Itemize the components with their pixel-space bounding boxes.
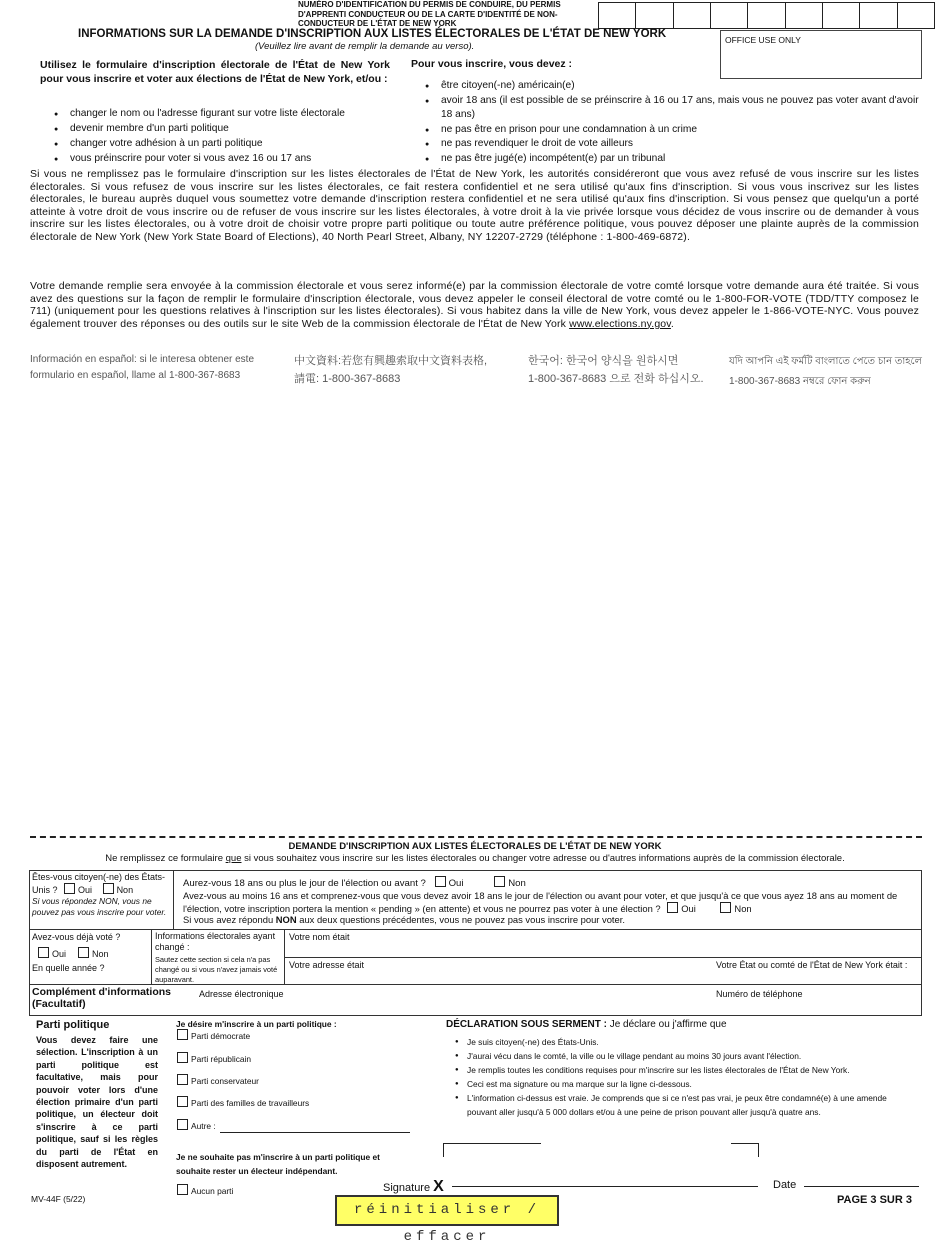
signature-label: Signature X xyxy=(383,1178,444,1195)
party-checkbox[interactable] xyxy=(177,1119,188,1130)
party-label: Parti démocrate xyxy=(191,1031,251,1041)
sig-bracket-left xyxy=(443,1143,541,1157)
oui-label: Oui xyxy=(78,885,93,895)
age-16-question xyxy=(183,890,915,915)
phone-label: Numéro de téléphone xyxy=(716,989,803,999)
oath-item: ● Je remplis toutes les conditions requises pour m'inscrire sur les listes électorales de l'État de New York. xyxy=(455,1065,850,1075)
county-was-label: Votre État ou comté de l'État de New York était : xyxy=(716,960,908,970)
oui-label: Oui xyxy=(448,878,464,889)
complement-label: Complément d'informations (Facultatif) xyxy=(32,986,172,1010)
chinese-line-1: 中文資料:若您有興趣索取中文資料表格, xyxy=(294,355,488,367)
party-label: Parti conservateur xyxy=(191,1076,259,1086)
other-party-field[interactable] xyxy=(220,1132,410,1133)
non-label: Non xyxy=(508,878,526,889)
no-answer-note xyxy=(183,914,913,925)
page-number: PAGE 3 SUR 3 xyxy=(837,1194,912,1206)
permit-digit-box[interactable] xyxy=(859,2,897,29)
list-item: ● changer le nom ou l'adresse figurant sur votre liste électorale xyxy=(52,106,402,121)
citizen-q-text: Êtes-vous citoyen(-ne) des États-Unis ? xyxy=(32,872,166,895)
form-sub-b: si vous souhaitez vous inscrire sur les listes électorales ou changer votre adresse ou d'autres informations auprès de la commission électorale. xyxy=(241,853,845,864)
party-option[interactable] xyxy=(177,1052,309,1074)
elections-website-link[interactable]: www.elections.ny.gov xyxy=(569,317,671,330)
list-item: ● avoir 18 ans (il est possible de se préinscrire à 16 ou 17 ans, mais vous ne pouvez pas voter avant d'avoir 18 ans) xyxy=(424,94,924,123)
party-option[interactable] xyxy=(177,1029,309,1052)
non-label: Non xyxy=(734,903,752,914)
no-note-non: NON xyxy=(275,914,297,925)
oath-intro: Je déclare ou j'affirme que xyxy=(609,1019,727,1030)
citizen-oui-checkbox[interactable] xyxy=(64,883,75,894)
permit-digit-box[interactable] xyxy=(897,2,935,29)
non-label: Non xyxy=(116,885,134,895)
form-subtitle xyxy=(0,853,950,864)
party-option[interactable] xyxy=(177,1119,309,1131)
voted-before xyxy=(32,932,150,974)
citizen-note: Si vous répondez NON, vous ne pouvez pas vous inscrire pour voter. xyxy=(32,896,167,917)
no-note-b: aux deux questions précédentes, vous ne pouvez pas vous inscrire pour voter. xyxy=(296,914,625,925)
no-note-a: Si vous avez répondu xyxy=(183,914,276,925)
page-title: INFORMATIONS SUR LA DEMANDE D'INSCRIPTION AUX LISTES ÉLECTORALES DE L'ÉTAT DE NEW YORK xyxy=(78,28,667,40)
email-field[interactable] xyxy=(300,986,705,1014)
non-label: Non xyxy=(92,949,109,959)
citizen-question xyxy=(32,872,172,917)
party-option[interactable] xyxy=(177,1096,309,1119)
permit-digit-box[interactable] xyxy=(710,2,748,29)
age-oui-checkbox[interactable] xyxy=(435,876,446,887)
oath-heading xyxy=(446,1019,727,1030)
party-label: Autre : xyxy=(191,1121,216,1131)
list-item: ● devenir membre d'un parti politique xyxy=(52,121,402,136)
form-sub-a: Ne remplissez ce formulaire xyxy=(105,853,226,864)
reset-button[interactable]: réinitialiser / effacer xyxy=(335,1195,559,1226)
voted-before-label: Avez-vous déjà voté ? xyxy=(32,932,121,942)
list-item: ● être citoyen(-ne) américain(e) xyxy=(424,79,924,94)
list-item: ● ne pas être jugé(e) incompétent(e) par un tribunal xyxy=(424,152,924,167)
party-checkbox[interactable] xyxy=(177,1029,188,1040)
form-title: DEMANDE D'INSCRIPTION AUX LISTES ÉLECTORALES DE L'ÉTAT DE NEW YORK xyxy=(288,841,662,852)
no-party-checkbox[interactable] xyxy=(177,1184,188,1195)
permit-digit-box[interactable] xyxy=(785,2,823,29)
korean-line-2: 1-800-367-8683 으로 전화 하십시오. xyxy=(528,373,704,385)
address-was-field[interactable] xyxy=(380,958,710,984)
age-16-text: Avez-vous au moins 16 ans et comprenez-vous que vous devez avoir 18 ans le jour de l'élection ou avant pour voter, et que jusqu'à ce que vous ayez 18 ans au moment de l'élection, votre inscription portera la mention « pending » (en attente) et vous ne pourrez pas voter à une élection ? xyxy=(183,890,898,914)
signature-x: X xyxy=(433,1178,444,1195)
spanish-info: Información en español: si le interesa obtener este formulario en español, llame al 1-800-367-8683 xyxy=(30,354,255,381)
info-changed-note: Sautez cette section si cela n'a pas changé ou si vous n'avez jamais voté auparavant. xyxy=(155,955,278,984)
no-party-text: Je ne souhaite pas m'inscrire à un parti politique et souhaite rester un électeur indépendant. xyxy=(176,1152,380,1176)
office-use-box xyxy=(720,30,922,79)
page-subtitle: (Veuillez lire avant de remplir la demande au verso). xyxy=(255,41,475,52)
address-was-label: Votre adresse était xyxy=(289,960,365,970)
age16-non-checkbox[interactable] xyxy=(720,902,731,913)
date-label: Date xyxy=(773,1179,797,1191)
permit-id-boxes[interactable] xyxy=(598,2,934,29)
oui-label: Oui xyxy=(681,903,696,914)
party-note: Vous devez faire une sélection. L'inscription à un parti politique est facultative, mais pour pouvoir voter lors d'une élection primaire d'un parti politique, un électeur doit s'inscrire à ce parti politique, sauf si les règles du parti de l'État en disposent autrement. xyxy=(36,1035,158,1170)
oath-list xyxy=(455,1035,917,1119)
info-changed xyxy=(155,931,283,985)
intro-left-text: Utilisez le formulaire d'inscription électorale de l'État de New York pour vous inscrire et voter aux élections de l'État de New York, et/ou : xyxy=(40,59,390,85)
party-checkbox[interactable] xyxy=(177,1074,188,1085)
party-label: Parti des familles de travailleurs xyxy=(191,1098,310,1108)
office-use-label: OFFICE USE ONLY xyxy=(725,35,801,45)
age-non-checkbox[interactable] xyxy=(494,876,505,887)
phone-field[interactable] xyxy=(812,986,917,1014)
date-field[interactable] xyxy=(804,1186,919,1187)
party-checkbox[interactable] xyxy=(177,1052,188,1063)
citizen-divider xyxy=(173,870,174,930)
party-want-label: Je désire m'inscrire à un parti politique : xyxy=(176,1019,337,1029)
oui-label: Oui xyxy=(52,949,67,959)
party-title: Parti politique xyxy=(36,1019,110,1031)
age-question xyxy=(183,876,913,890)
age-q-text: Aurez-vous 18 ans ou plus le jour de l'élection ou avant ? xyxy=(183,878,426,889)
voted-oui-checkbox[interactable] xyxy=(38,947,49,958)
voted-divider xyxy=(151,929,152,985)
name-was-label: Votre nom était xyxy=(289,932,350,942)
sig-bracket-right xyxy=(731,1143,759,1157)
permit-digit-box[interactable] xyxy=(747,2,785,29)
oath-item: ● J'aurai vécu dans le comté, la ville ou le village pendant au moins 30 jours avant l'élection. xyxy=(455,1051,802,1061)
requirements-title: Pour vous inscrire, vous devez : xyxy=(411,58,573,70)
contact-text: Votre demande remplie sera envoyée à la commission électorale et vous serez informé(e) par la commission électorale de votre comté lorsque votre demande aura été traitée. Si vous avez des questions sur la façon de remplir le formulaire d'inscription électorale, vous devez appeler le conseil électoral de votre comté ou le 1-800-FOR-VOTE (TDD/TTY composez le 711) (uniquement pour les questions relatives à l'inscription sur les listes électorales). Si vous habitez dans la ville de New York, vous devez appeler le 1-866-VOTE-NYC. Vous pouvez également trouver des réponses ou des outils sur le site Web de la commission électorale de l'État de New York xyxy=(30,280,919,330)
bengali-line-2: 1-800-367-8683 নম্বরে ফোন করুন xyxy=(729,376,871,387)
signature-field[interactable] xyxy=(452,1186,758,1187)
oath-item: ● Je suis citoyen(-ne) des États-Unis. xyxy=(455,1037,599,1047)
oath-title: DÉCLARATION SOUS SERMENT : xyxy=(446,1019,607,1030)
party-checkbox[interactable] xyxy=(177,1096,188,1107)
party-label: Parti républicain xyxy=(191,1054,252,1064)
permit-digit-box[interactable] xyxy=(673,2,711,29)
oath-item: ● Ceci est ma signature ou ma marque sur la ligne ci-dessous. xyxy=(455,1079,692,1089)
party-option[interactable] xyxy=(177,1074,309,1096)
requirements-list xyxy=(424,79,924,167)
email-label: Adresse électronique xyxy=(199,989,284,999)
list-item: ● ne pas revendiquer le droit de vote ailleurs xyxy=(424,137,924,152)
permit-digit-box[interactable] xyxy=(822,2,860,29)
permit-digit-box[interactable] xyxy=(598,2,636,29)
chinese-line-2: 請電: 1-800-367-8683 xyxy=(294,373,401,385)
bengali-info xyxy=(729,352,929,392)
info-changed-label: Informations électorales ayant changé : xyxy=(155,931,276,952)
permit-id-label: NUMÉRO D'IDENTIFICATION DU PERMIS DE CONDUIRE, DU PERMIS D'APPRENTI CONDUCTEUR OU DE LA CARTE D'IDENTITÉ DE NON-CONDUCTEUR DE L'ÉTAT DE NEW YORK xyxy=(298,0,561,28)
list-item: ● ne pas être en prison pour une condamnation à un crime xyxy=(424,123,924,138)
intro-left-list xyxy=(52,106,402,166)
contact-text-end: . xyxy=(670,317,674,330)
contact-paragraph xyxy=(30,280,919,330)
oath-item: ● L'information ci-dessus est vraie. Je comprends que si ce n'est pas vrai, je peux être condamné(e) à une amende pouvant aller jusqu'à 5 000 dollars et/ou à une peine de prison pouvant aller jusqu'à quatre ans. xyxy=(455,1093,887,1117)
list-item: ● vous préinscrire pour voter si vous avez 16 ou 17 ans xyxy=(52,151,402,166)
no-party-option[interactable] xyxy=(177,1184,233,1196)
which-year-label: En quelle année ? xyxy=(32,963,105,973)
citizen-non-checkbox[interactable] xyxy=(103,883,114,894)
korean-info xyxy=(528,352,718,388)
form-sub-que: que xyxy=(225,853,242,864)
bengali-line-1: যদি আপনি এই ফর্মটি বাংলাতে পেতে চান তাহলে xyxy=(729,356,922,367)
privacy-paragraph: Si vous ne remplissez pas le formulaire d'inscription sur les listes électorales de l'État de New York, les autorités considéreront que vous avez refusé de vous inscrire sur les listes électorales. Si vous refusez de vous inscrire sur les listes électorales, ce fait restera confidentiel et ne sera utilisé qu'aux fins d'inscription. Si vous vous inscrivez sur les listes électorales, le bureau auprès duquel vous soumettez votre demande d'inscription restera confidentiel et ne sera utilisé qu'aux fins d'inscription. Si vous pensez que quelqu'un a porté atteinte à votre droit de vous inscrire ou de refuser de vous inscrire sur les listes électorales, à votre droit à la vie privée lorsque vous décidez de vous inscrire ou de demander à vous inscrire sur les listes électorales, ou à votre droit de choisir votre propre parti politique ou toute autre préférence politique, vous pouvez déposer une plainte auprès de la commission électorale de New York (New York State Board of Elections), 40 North Pearl Street, Albany, NY 12207-2729 (téléphone : 1-800-469-6872). xyxy=(30,168,919,243)
list-item: ● changer votre adhésion à un parti politique xyxy=(52,136,402,151)
no-party-label: Aucun parti xyxy=(191,1186,234,1196)
voted-non-checkbox[interactable] xyxy=(78,947,89,958)
name-was-field[interactable] xyxy=(380,930,920,956)
chinese-info xyxy=(294,352,519,388)
party-options xyxy=(177,1029,309,1131)
form-code: MV-44F (5/22) xyxy=(31,1194,86,1204)
cut-line xyxy=(30,836,922,838)
korean-line-1: 한국어: 한국어 양식을 원하시면 xyxy=(528,355,679,367)
permit-digit-box[interactable] xyxy=(635,2,673,29)
age16-oui-checkbox[interactable] xyxy=(667,902,678,913)
